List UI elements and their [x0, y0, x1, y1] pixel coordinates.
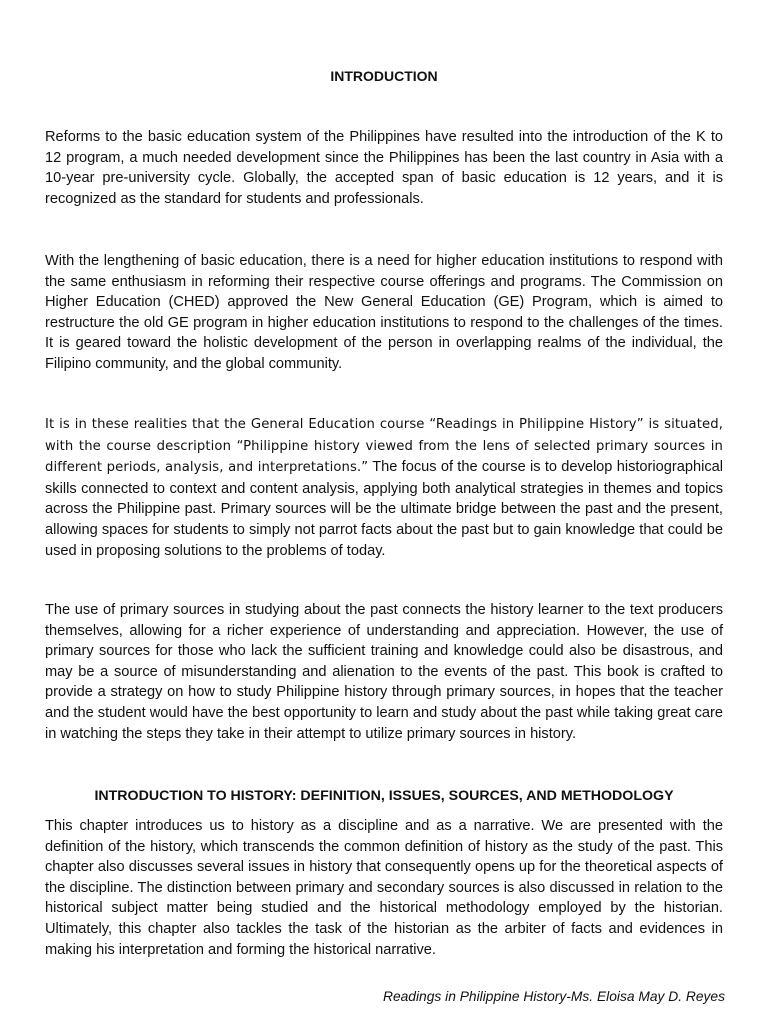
- chapter-heading: INTRODUCTION TO HISTORY: DEFINITION, ISSUES, SOURCES, AND METHODOLOGY: [94, 788, 674, 804]
- introduction-heading: INTRODUCTION: [330, 68, 438, 84]
- course-description-quote: It is in these realities that the General Education course “Readings in Philippine History” is situated, with the course description “Philippine history viewed from the lens of selected primary sources in different periods, analysis, and interpretations.”: [45, 417, 723, 476]
- course-focus-text: The focus of the course is to develop historiographical skills connected to context and content analysis, applying both analytical strategies in themes and topics across the Philippine past. Primary sources will be the ultimate bridge between the past and the present, allowing spaces for students to simply not parrot facts about the past but to gain knowledge that could be used in proposing solutions to the problems of today.: [45, 459, 723, 559]
- paragraph-primary-sources: The use of primary sources in studying about the past connects the history learner to the text producers themselves, allowing for a richer experience of understanding and appreciation. However, the use of primary sources for those who lack the sufficient training and knowledge could also be disastrous, and may be a source of misunderstanding and alienation to the events of the past. This book is crafted to provide a strategy on how to study Philippine history through primary sources, in hopes that the teacher and the student would have the best opportunity to learn and study about the past while taking great care in watching the steps they take in their attempt to utilize primary sources in history.: [45, 602, 723, 742]
- page-footer: Readings in Philippine History-Ms. Eloisa May D. Reyes: [383, 989, 725, 1004]
- paragraph-course-description: [45, 414, 723, 561]
- paragraph-k12-reforms: Reforms to the basic education system of the Philippines have resulted into the introduction of the K to 12 program, a much needed development since the Philippines has been the last country in Asia with a 10-year pre-university cycle. Globally, the accepted span of basic education is 12 years, and it is recognized as the standard for students and professionals.: [45, 129, 723, 207]
- paragraph-chapter-summary: This chapter introduces us to history as a discipline and as a narrative. We are presented with the definition of the history, which transcends the common definition of history as the study of the past. This chapter also discusses several issues in history that consequently opens up for the theoretical aspects of the discipline. The distinction between primary and secondary sources is also discussed in relation to the historical subject matter being studied and the historical methodology employed by the historian. Ultimately, this chapter also tackles the task of the historian as the arbiter of facts and evidences in making his interpretation and forming the historical narrative.: [45, 818, 723, 958]
- paragraph-ched-ge-program: With the lengthening of basic education, there is a need for higher education institutions to respond with the same enthusiasm in reforming their respective course offerings and programs. The Commission on Higher Education (CHED) approved the New General Education (GE) Program, which is aimed to restructure the old GE program in higher education institutions to respond to the challenges of the times. It is geared toward the holistic development of the person in overlapping realms of the individual, the Filipino community, and the global community.: [45, 253, 723, 372]
